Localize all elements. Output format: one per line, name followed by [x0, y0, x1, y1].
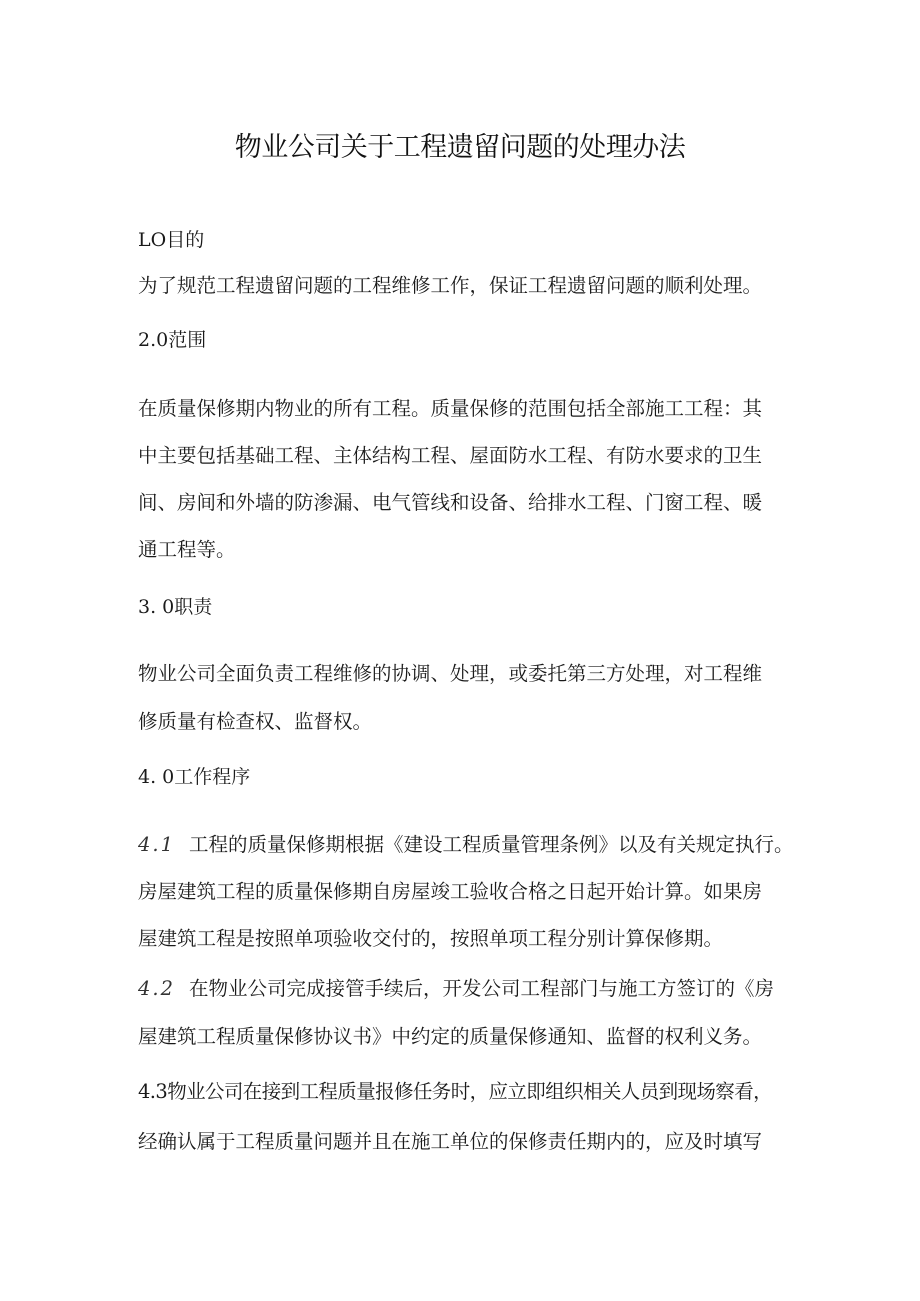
procedure-item-4-1-line	[138, 833, 794, 857]
paragraph-line: 房屋建筑工程的质量保修期自房屋竣工验收合格之日起开始计算。如果房	[138, 880, 763, 903]
paragraph-line: 屋建筑工程质量保修协议书》中约定的质量保修通知、监督的权利义务。	[138, 1025, 763, 1048]
paragraph-line: 在质量保修期内物业的所有工程。质量保修的范围包括全部施工工程：其	[138, 397, 763, 420]
section-heading-purpose: LO目的	[138, 229, 205, 251]
paragraph-line: 通工程等。	[138, 538, 236, 561]
paragraph-line: 物业公司全面负责工程维修的协调、处理，或委托第三方处理，对工程维	[138, 662, 763, 685]
paragraph-line: 为了规范工程遗留问题的工程维修工作，保证工程遗留问题的顺利处理。	[138, 274, 763, 297]
paragraph-line: 修质量有检查权、监督权。	[138, 710, 373, 733]
procedure-item-4-2-line	[138, 977, 774, 1001]
paragraph-line: 间、房间和外墙的防渗漏、电气管线和设备、给排水工程、门窗工程、暖	[138, 491, 763, 514]
document-title: 物业公司关于工程遗留问题的处理办法	[234, 132, 686, 163]
procedure-item-4-3-line: 4.3物业公司在接到工程质量报修任务时，应立即组织相关人员到现场察看，	[138, 1080, 773, 1103]
paragraph-line: 经确认属于工程质量问题并且在施工单位的保修责任期内的，应及时填写	[138, 1130, 763, 1153]
section-heading-duties: 3. 0职责	[138, 596, 213, 618]
paragraph-line: 屋建筑工程是按照单项验收交付的，按照单项工程分别计算保修期。	[138, 927, 724, 950]
section-heading-procedure: 4. 0工作程序	[138, 766, 251, 788]
item-number: 4.2	[138, 977, 176, 1000]
section-heading-scope: 2.0范围	[138, 329, 207, 351]
item-text: 工程的质量保修期根据《建设工程质量管理条例》以及有关规定执行。	[189, 833, 794, 856]
paragraph-line: 中主要包括基础工程、主体结构工程、屋面防水工程、有防水要求的卫生	[138, 444, 763, 467]
item-text: 在物业公司完成接管手续后，开发公司工程部门与施工方签订的《房	[189, 977, 775, 1000]
item-number: 4.1	[138, 833, 176, 856]
